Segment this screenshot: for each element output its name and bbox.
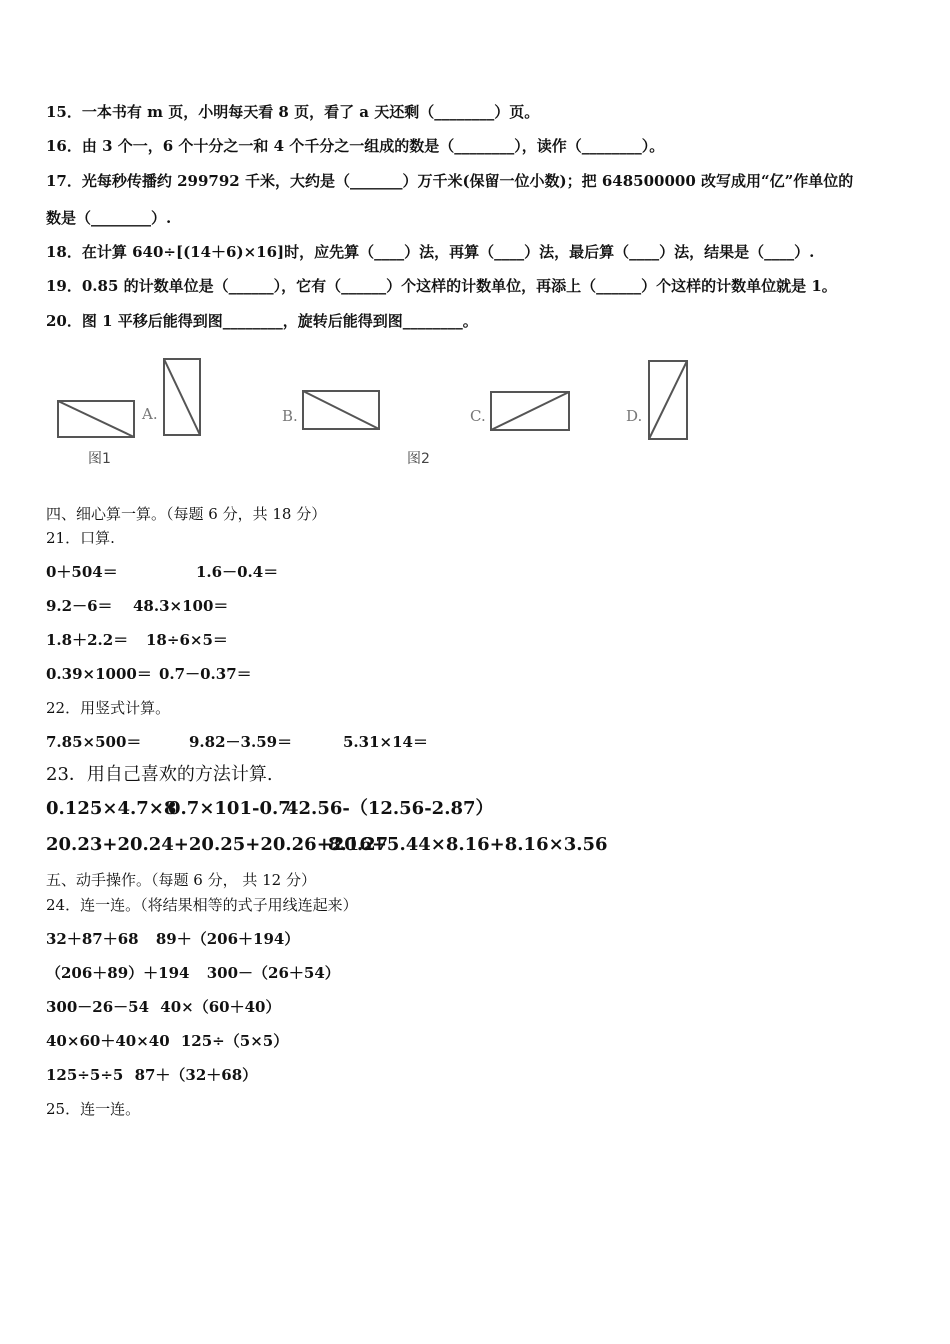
calc-expression: 0.7×101-0.7 xyxy=(168,798,291,819)
question-17-line1: 17．光每秒传播约 299792 千米，大约是（_______）万千米(保留一位小数)；把 648500000 改写成用“亿”作单位的 xyxy=(46,172,854,190)
calc-expression: 20.23+20.24+20.25+20.26+20.27 xyxy=(46,834,389,855)
question-22: 22．用竖式计算。 xyxy=(46,699,171,717)
match-right: 125÷（5×5） xyxy=(180,1032,289,1050)
calc-row-23a xyxy=(46,798,494,819)
question-23: 23．用自己喜欢的方法计算. xyxy=(46,764,273,785)
oral-calc-item: 0.7－0.37＝ xyxy=(159,665,252,683)
match-row xyxy=(46,929,299,949)
vertical-calc-row xyxy=(46,732,428,752)
match-row xyxy=(46,963,340,983)
match-right: 40×（60＋40） xyxy=(160,998,281,1016)
match-left: 125÷5÷5 xyxy=(46,1066,124,1084)
option-a-rectangle xyxy=(163,358,203,438)
match-row xyxy=(46,1065,257,1085)
match-left: 300－26－54 xyxy=(46,998,150,1016)
option-d-rectangle xyxy=(648,360,690,442)
option-a-label: A. xyxy=(142,405,158,423)
oral-calc-row xyxy=(46,664,252,684)
question-18: 18．在计算 640÷[(14＋6)×16]时，应先算（____）法，再算（____）法，最后算（____）法，结果是（____）. xyxy=(46,243,815,261)
question-24: 24．连一连。（将结果相等的式子用线连起来） xyxy=(46,896,358,914)
match-left: 40×60＋40×40 xyxy=(46,1032,170,1050)
vertical-calc-item: 7.85×500＝ xyxy=(46,733,142,751)
option-b-rectangle xyxy=(302,390,382,432)
option-c-rectangle xyxy=(490,391,572,433)
calc-expression: 8.16+5.44×8.16+8.16×3.56 xyxy=(328,834,608,855)
calc-expression: 42.56-（12.56-2.87） xyxy=(286,798,494,819)
match-left: （206＋89）＋194 xyxy=(46,964,190,982)
section-5-title: 五、动手操作。（每题 6 分， 共 12 分） xyxy=(46,871,316,889)
question-21: 21．口算. xyxy=(46,529,115,547)
oral-calc-item: 48.3×100＝ xyxy=(133,597,229,615)
vertical-calc-item: 9.82－3.59＝ xyxy=(189,733,293,751)
question-15: 15．一本书有 m 页，小明每天看 8 页，看了 a 天还剩（________）页。 xyxy=(46,103,540,121)
question-19: 19．0.85 的计数单位是（______），它有（______）个这样的计数单位，再添上（______）个这样的计数单位就是 1。 xyxy=(46,277,837,295)
figure-1-rectangle xyxy=(57,400,137,440)
option-c-label: C. xyxy=(470,407,486,425)
match-right: 89＋（206＋194） xyxy=(155,930,300,948)
section-4-title: 四、细心算一算。（每题 6 分，共 18 分） xyxy=(46,505,327,523)
oral-calc-item: 9.2－6＝ xyxy=(46,597,113,615)
question-16: 16．由 3 个一，6 个十分之一和 4 个千分之一组成的数是（________），读作（________）。 xyxy=(46,137,665,155)
calc-expression: 0.125×4.7×8 xyxy=(46,798,177,819)
oral-calc-item: 1.6－0.4＝ xyxy=(196,563,279,581)
vertical-calc-item: 5.31×14＝ xyxy=(343,733,428,751)
option-b-label: B. xyxy=(282,407,298,425)
question-20: 20．图 1 平移后能得到图________，旋转后能得到图________。 xyxy=(46,312,478,330)
question-25: 25．连一连。 xyxy=(46,1100,141,1118)
oral-calc-item: 1.8＋2.2＝ xyxy=(46,631,129,649)
option-d-label: D. xyxy=(626,407,643,425)
match-left: 32＋87＋68 xyxy=(46,930,139,948)
calc-row-23b xyxy=(46,834,608,855)
match-row xyxy=(46,1031,288,1051)
match-row xyxy=(46,997,281,1017)
oral-calc-item: 0.39×1000＝ xyxy=(46,665,152,683)
oral-calc-item: 0＋504＝ xyxy=(46,563,118,581)
oral-calc-row xyxy=(46,630,228,650)
match-right: 300－（26＋54） xyxy=(206,964,340,982)
oral-calc-item: 18÷6×5＝ xyxy=(146,631,228,649)
figure-1-caption: 图1 xyxy=(88,451,111,467)
oral-calc-row xyxy=(46,596,229,616)
figure-2-caption: 图2 xyxy=(407,451,430,467)
match-right: 87＋（32＋68） xyxy=(134,1066,258,1084)
question-17-line2: 数是（________）. xyxy=(46,209,172,227)
oral-calc-row xyxy=(46,562,279,582)
